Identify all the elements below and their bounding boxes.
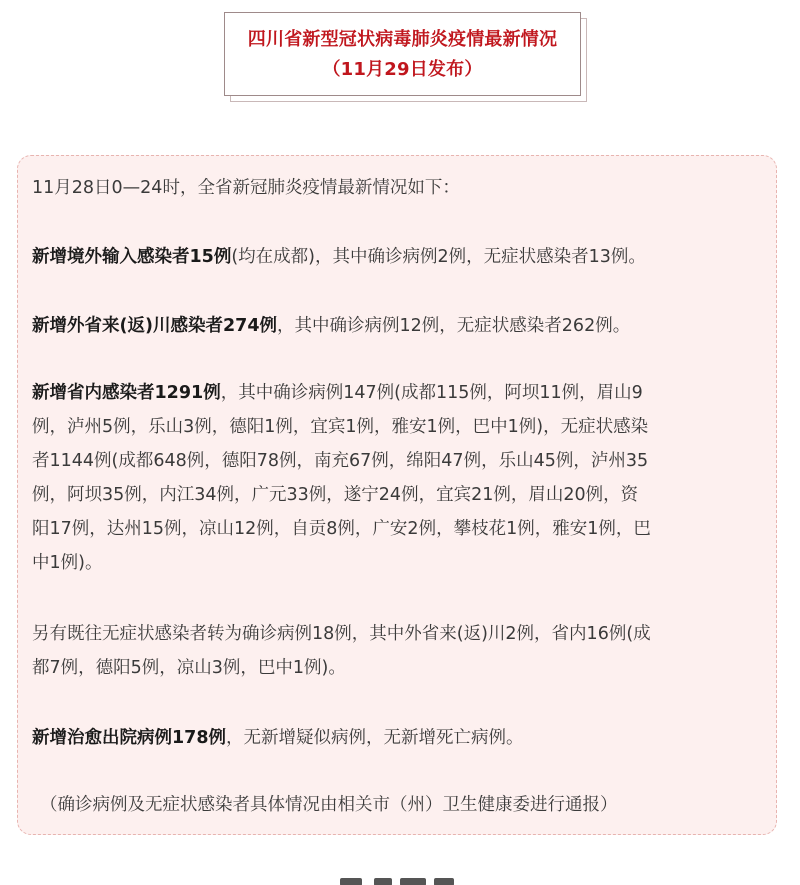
local-cases-line-4: 例，阿坝35例，内江34例，广元33例，遂宁24例，宜宾21例，眉山20例，资 — [32, 485, 639, 505]
converted-cases-paragraph — [32, 617, 772, 685]
recovered-bold: 新增治愈出院病例178例 — [32, 728, 227, 748]
local-cases-line-6: 中1例)。 — [32, 553, 103, 573]
title-banner — [224, 12, 581, 96]
footnote: （确诊病例及无症状感染者具体情况由相关市（州）卫生健康委进行通报） — [40, 795, 618, 815]
local-cases-bold: 新增省内感染者1291例 — [32, 383, 221, 403]
local-cases-line-1 — [32, 376, 772, 410]
converted-cases-line-1: 另有既往无症状感染者转为确诊病例18例，其中外省来(返)川2例，省内16例(成 — [32, 624, 651, 644]
publish-date: （11月29日发布） — [322, 59, 483, 80]
local-cases-text: ，其中确诊病例147例(成都115例，阿坝11例，眉山9 — [220, 383, 643, 403]
local-cases-line-2: 例，泸州5例，乐山3例，德阳1例，宜宾1例，雅安1例，巴中1例)，无症状感染 — [32, 417, 649, 437]
other-province-cases-text: ，其中确诊病例12例，无症状感染者262例。 — [277, 316, 631, 336]
page-title: 四川省新型冠状病毒肺炎疫情最新情况 — [247, 29, 558, 50]
converted-cases-line-2: 都7例，德阳5例，凉山3例，巴中1例)。 — [32, 658, 346, 678]
other-province-cases-paragraph — [32, 309, 772, 343]
imported-cases-paragraph — [32, 240, 772, 274]
title-box — [224, 12, 581, 96]
recovered-paragraph — [32, 721, 772, 755]
local-cases-paragraph — [32, 376, 772, 580]
recovered-text: ，无新增疑似病例，无新增死亡病例。 — [226, 728, 524, 748]
local-cases-line-5: 阳17例，达州15例，凉山12例，自贡8例，广安2例，攀枝花1例，雅安1例，巴 — [32, 519, 651, 539]
imported-cases-text: (均在成都)，其中确诊病例2例，无症状感染者13例。 — [231, 247, 646, 267]
other-province-cases-bold: 新增外省来(返)川感染者274例 — [32, 316, 278, 336]
local-cases-line-3: 者1144例(成都648例，德阳78例，南充67例，绵阳47例，乐山45例，泸州35 — [32, 451, 649, 471]
intro-paragraph: 11月28日0—24时，全省新冠肺炎疫情最新情况如下： — [32, 178, 460, 198]
imported-cases-bold: 新增境外输入感染者15例 — [32, 247, 232, 267]
cut-off-heading-fragment — [330, 872, 470, 885]
